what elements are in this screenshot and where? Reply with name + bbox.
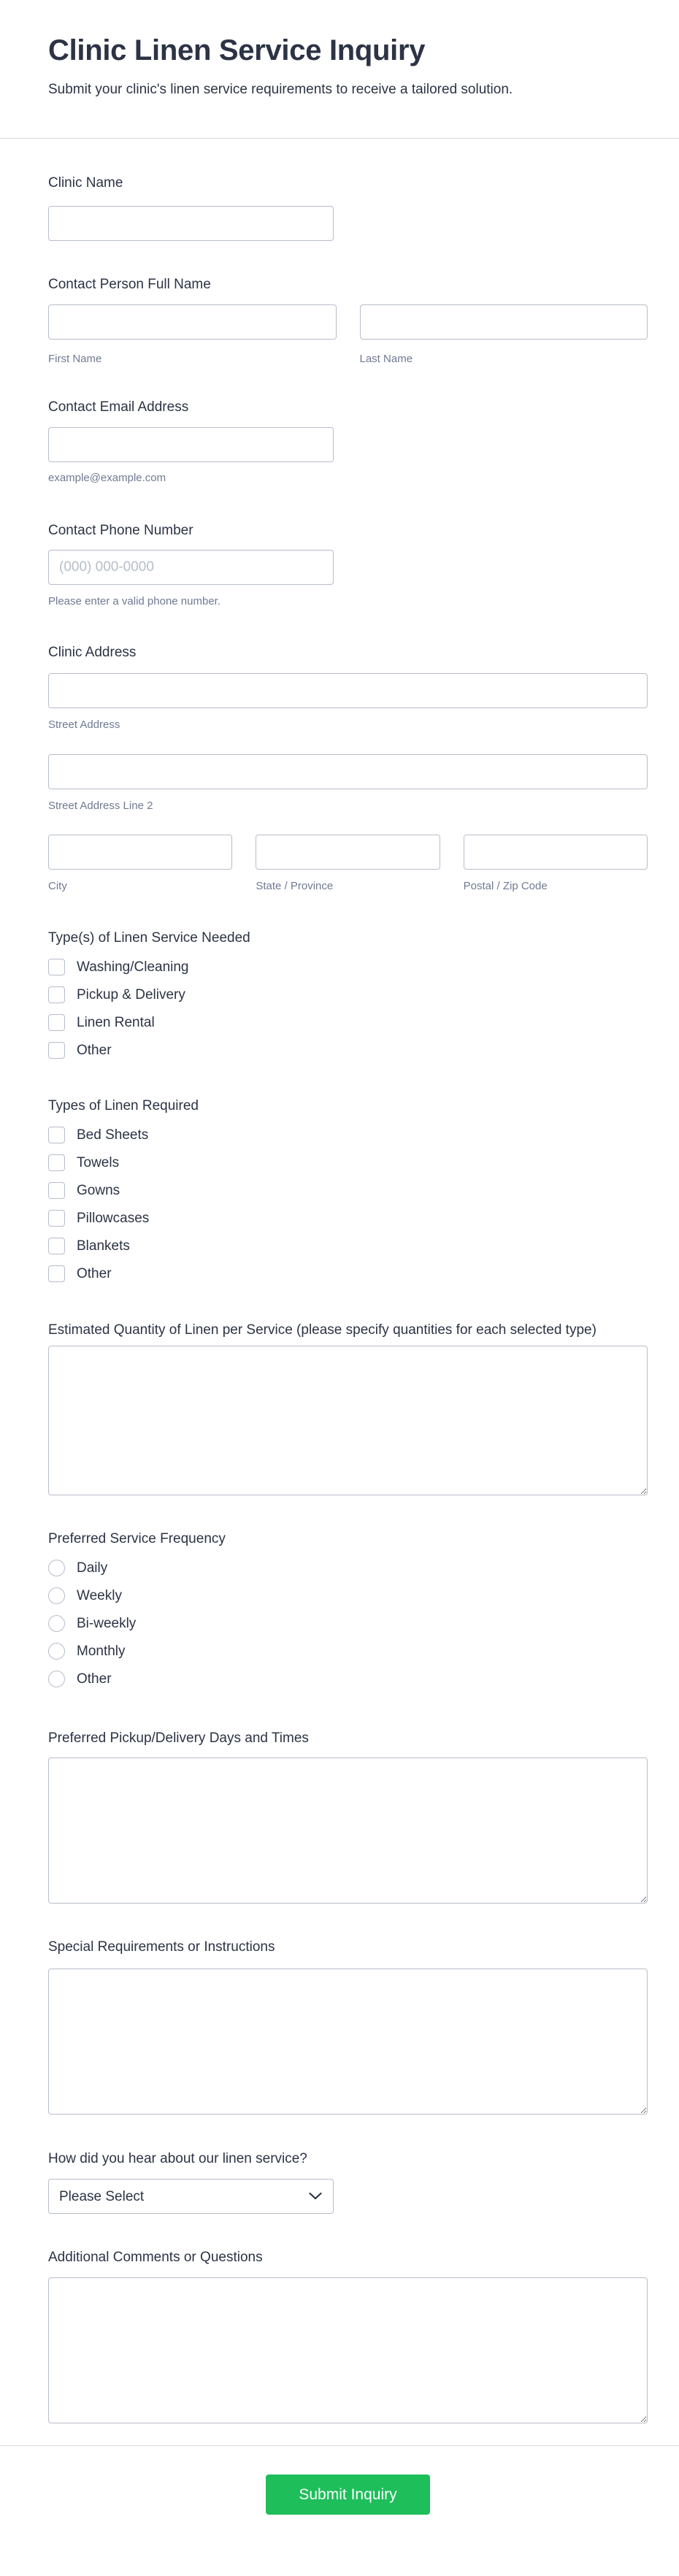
referral-select[interactable]: [48, 2179, 334, 2214]
daily-radio[interactable]: [48, 1560, 65, 1576]
postal-input[interactable]: [464, 835, 648, 870]
comments-label: Additional Comments or Questions: [48, 2250, 263, 2265]
referral-label: How did you hear about our linen service?: [48, 2151, 307, 2166]
submit-section: [0, 2446, 679, 2553]
phone-input[interactable]: [48, 550, 334, 585]
comments-textarea[interactable]: [48, 2277, 648, 2423]
towels-checkbox[interactable]: [48, 1154, 65, 1171]
pickup-delivery-checkbox[interactable]: [48, 986, 65, 1003]
option-row-daily[interactable]: [48, 1560, 107, 1576]
phone-sublabel: Please enter a valid phone number.: [48, 595, 220, 607]
email-label: Contact Email Address: [48, 399, 189, 415]
question-address: [48, 643, 648, 892]
question-phone: [48, 521, 648, 607]
form-body: [0, 173, 679, 2423]
city-sublabel: City: [48, 880, 67, 892]
frequency-other-radio[interactable]: [48, 1671, 65, 1687]
option-label: Bi-weekly: [77, 1616, 137, 1631]
first-name-input[interactable]: [48, 304, 337, 340]
postal-col: [464, 835, 648, 892]
postal-sublabel: Postal / Zip Code: [463, 880, 548, 892]
question-frequency: [48, 1529, 648, 1687]
street-address2-input[interactable]: [48, 754, 648, 789]
option-row-frequency-other[interactable]: [48, 1671, 112, 1687]
referral-select-wrap: [48, 2179, 334, 2214]
page-title: Clinic Linen Service Inquiry: [48, 34, 426, 66]
weekly-radio[interactable]: [48, 1587, 65, 1604]
option-label: Pickup & Delivery: [77, 987, 185, 1003]
question-contact-person: [48, 275, 648, 365]
quantity-textarea[interactable]: [48, 1346, 648, 1495]
option-row-service-other[interactable]: [48, 1042, 112, 1059]
submit-button[interactable]: Submit Inquiry: [266, 2475, 430, 2515]
option-label: Blankets: [77, 1238, 130, 1254]
question-email: [48, 397, 648, 484]
frequency-label: Preferred Service Frequency: [48, 1531, 226, 1546]
option-row-blankets[interactable]: [48, 1238, 130, 1254]
option-label: Linen Rental: [77, 1015, 155, 1030]
contact-person-label: Contact Person Full Name: [48, 277, 211, 292]
option-row-towels[interactable]: [48, 1154, 119, 1171]
option-row-bed-sheets[interactable]: [48, 1127, 148, 1143]
option-row-weekly[interactable]: [48, 1587, 122, 1604]
city-input[interactable]: [48, 835, 232, 870]
option-label: Gowns: [77, 1183, 120, 1198]
pillowcases-checkbox[interactable]: [48, 1210, 65, 1227]
first-name-sublabel: First Name: [48, 353, 102, 365]
option-row-pillowcases[interactable]: [48, 1210, 149, 1227]
question-service-types: [48, 928, 648, 1059]
special-requirements-textarea[interactable]: [48, 1969, 648, 2115]
phone-label: Contact Phone Number: [48, 523, 193, 538]
last-name-col: [360, 304, 648, 365]
question-quantity: [48, 1320, 648, 1495]
clinic-name-input[interactable]: [48, 206, 334, 241]
page-subtitle: Submit your clinic's linen service requirements to receive a tailored solution.: [48, 82, 513, 97]
question-clinic-name: [48, 173, 648, 241]
quantity-label: Estimated Quantity of Linen per Service (please specify quantities for each selected type): [48, 1322, 596, 1338]
option-row-monthly[interactable]: [48, 1643, 126, 1660]
option-label: Towels: [77, 1155, 120, 1170]
linen-types-label: Types of Linen Required: [48, 1098, 199, 1113]
question-pickup-days: [48, 1728, 648, 1904]
blankets-checkbox[interactable]: [48, 1238, 65, 1254]
pickup-days-textarea[interactable]: [48, 1757, 648, 1904]
header-divider: [0, 138, 679, 139]
question-special-requirements: [48, 1937, 648, 2115]
gowns-checkbox[interactable]: [48, 1182, 65, 1199]
linen-other-checkbox[interactable]: [48, 1265, 65, 1282]
linen-rental-checkbox[interactable]: [48, 1014, 65, 1031]
service-other-checkbox[interactable]: [48, 1042, 65, 1059]
option-label: Daily: [77, 1560, 108, 1576]
option-label: Other: [77, 1043, 112, 1058]
bed-sheets-checkbox[interactable]: [48, 1127, 65, 1143]
option-row-linen-other[interactable]: [48, 1265, 112, 1282]
option-label: Bed Sheets: [77, 1127, 149, 1143]
option-label: Weekly: [77, 1588, 122, 1603]
street-address-sublabel: Street Address: [48, 718, 120, 731]
special-requirements-label: Special Requirements or Instructions: [48, 1939, 275, 1955]
service-types-options: [48, 959, 648, 1059]
option-row-bi-weekly[interactable]: [48, 1615, 136, 1632]
state-input[interactable]: [256, 835, 440, 870]
clinic-name-label: Clinic Name: [48, 175, 123, 191]
option-row-pickup-delivery[interactable]: [48, 986, 185, 1003]
linen-types-options: [48, 1127, 648, 1282]
street-address2-sublabel: Street Address Line 2: [48, 800, 153, 812]
form-header: [0, 0, 679, 138]
question-comments: [48, 2247, 648, 2423]
email-input[interactable]: [48, 427, 334, 462]
city-col: [48, 835, 232, 892]
last-name-sublabel: Last Name: [359, 353, 413, 365]
option-label: Monthly: [77, 1644, 126, 1659]
question-linen-types: [48, 1096, 648, 1282]
frequency-options: [48, 1560, 648, 1687]
option-label: Washing/Cleaning: [77, 959, 189, 975]
state-sublabel: State / Province: [256, 880, 334, 892]
option-label: Pillowcases: [77, 1211, 150, 1226]
first-name-col: [48, 304, 337, 365]
option-label: Other: [77, 1671, 112, 1687]
option-row-linen-rental[interactable]: [48, 1014, 155, 1031]
email-sublabel: example@example.com: [48, 472, 166, 484]
state-col: [256, 835, 440, 892]
bi-weekly-radio[interactable]: [48, 1615, 65, 1632]
washing-cleaning-checkbox[interactable]: [48, 959, 65, 975]
option-row-washing-cleaning[interactable]: [48, 959, 189, 975]
street-address-input[interactable]: [48, 673, 648, 708]
option-row-gowns[interactable]: [48, 1182, 120, 1199]
option-label: Other: [77, 1266, 112, 1281]
question-referral: [48, 2149, 648, 2214]
pickup-days-label: Preferred Pickup/Delivery Days and Times: [48, 1730, 309, 1746]
service-types-label: Type(s) of Linen Service Needed: [48, 930, 250, 946]
monthly-radio[interactable]: [48, 1643, 65, 1660]
address-label: Clinic Address: [48, 645, 137, 660]
last-name-input[interactable]: [360, 304, 648, 340]
